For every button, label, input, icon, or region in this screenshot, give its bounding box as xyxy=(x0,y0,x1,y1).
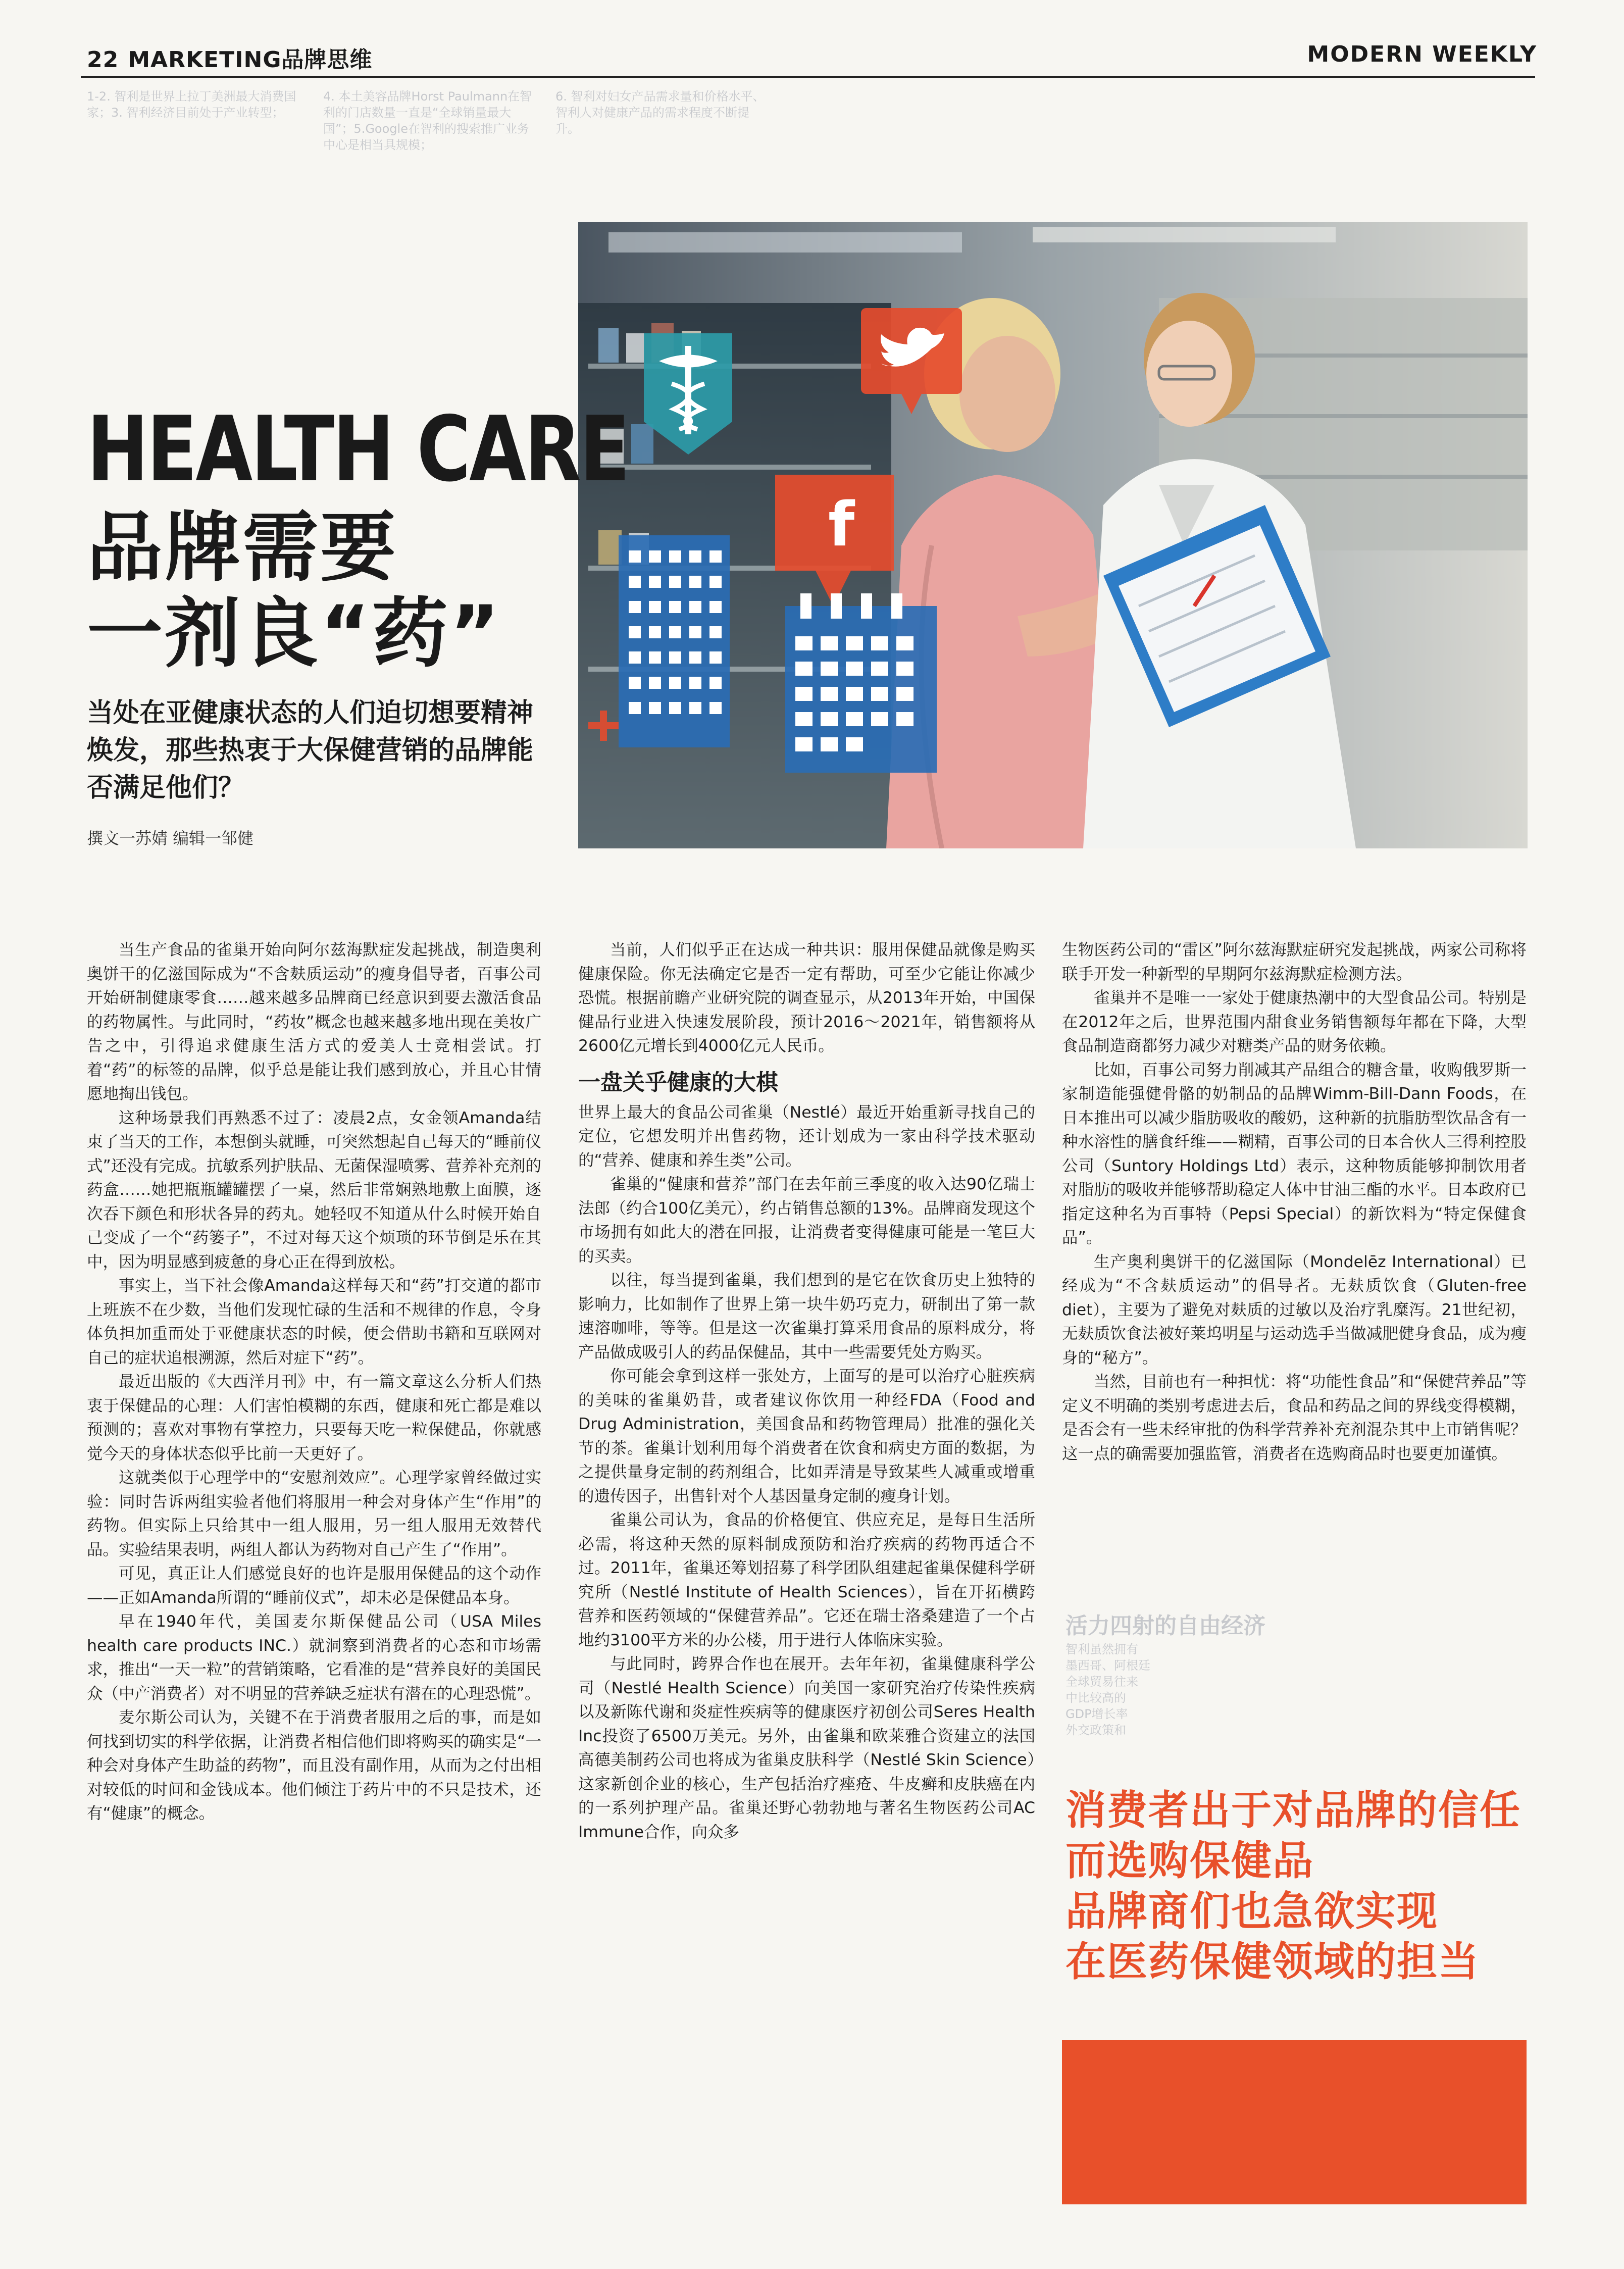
article-column-3 xyxy=(1062,938,1527,1466)
accent-bar xyxy=(1062,2040,1527,2204)
subtitle: 当处在亚健康状态的人们迫切想要精神焕发，那些热衷于大保健营销的品牌能否满足他们？ xyxy=(87,697,534,803)
bleed-through-heading: 活力四射的自由经济 xyxy=(1065,1613,1265,1639)
pull-quote xyxy=(1065,1785,1530,1987)
page-number: 22 xyxy=(87,47,119,73)
pull-quote-line: 消费者出于对品牌的信任 xyxy=(1065,1787,1521,1834)
paragraph: 这种场景我们再熟悉不过了：凌晨2点，女金领Amanda结束了当天的工作，本想倒头就睡，可突然想起自己每天的“睡前仪式”还没有完成。抗敏系列护肤品、无菌保湿喷雾、营养补充剂的药盒……她把瓶瓶罐罐摆了一桌，然后非常娴熟地敷上面膜，逐次吞下颜色和形状各异的药丸。她轻叹不知道从什么时候开始自己变成了一个“药篓子”，不过对每天这个烦琐的环节倒是乐在其中，因为明显感到疲惫的身心正在得到放松。 xyxy=(87,1108,541,1271)
pull-quote-line: 在医药保健领域的担当 xyxy=(1065,1938,1480,1985)
bleed-through-line: 墨西哥、阿根廷 xyxy=(1065,1658,1150,1673)
paragraph: 这就类似于心理学中的“安慰剂效应”。心理学家曾经做过实验：同时告诉两组实验者他们将服用一种会对身体产生“作用”的药物。但实际上只给其中一组人服用，另一组人服用无效替代品。实验结果表明，两组人都认为药物对自己产生了“作用”。 xyxy=(87,1469,541,1559)
headline-chinese-line2: 一剂良“药” xyxy=(87,590,502,678)
header-rule xyxy=(81,76,1535,78)
calendar-icon xyxy=(785,593,937,773)
paragraph: 最近出版的《大西洋月刊》中，有一篇文章这么分析人们热衷于保健品的心理：人们害怕模糊的东西，健康和死亡都是难以预测的；喜欢对事物有掌控力，只要每天吃一粒保健品，你就感觉今天的身体状态似乎比前一天更好了。 xyxy=(87,1373,541,1463)
building-icon xyxy=(619,535,730,747)
section-name: MARKETING品牌思维 xyxy=(128,47,373,73)
bleed-through-text: 6. 智利对妇女产品需求量和价格水平、智利人对健康产品的需求程度不断提升。 xyxy=(555,89,765,136)
paragraph: 当生产食品的雀巢开始向阿尔兹海默症发起挑战，制造奥利奥饼干的亿滋国际成为“不含麸质运动”的瘦身倡导者，百事公司开始研制健康零食……越来越多品牌商已经意识到要去激活食品的药物属性。与此同时，“药妆”概念也越来越多地出现在美妆广告之中，引得追求健康生活方式的爱美人士竞相尝试。打着“药”的标签的品牌，似乎总是能让我们感到放心，并且心甘情愿地掏出钱包。 xyxy=(87,941,541,1103)
article-column-2 xyxy=(578,938,1035,1844)
bleed-through-text: 4. 本土美容品牌Horst Paulmann在智利的门店数量一直是“全球销量最大国”；5.Google在智利的搜索推广业务中心是相当具规模； xyxy=(323,89,532,152)
paragraph: 雀巢并不是唯一一家处于健康热潮中的大型食品公司。特别是在2012年之后，世界范围内甜食业务销售额每年都在下降，大型食品制造商都努力减少对糖类产品的财务依赖。 xyxy=(1062,989,1527,1055)
magazine-name: MODERN WEEKLY xyxy=(1307,41,1537,67)
paragraph: 雀巢的“健康和营养”部门在去年前三季度的收入达90亿瑞士法郎（约合100亿美元），约占销售总额的13%。品牌商发现这个市场拥有如此大的潜在回报，让消费者变得健康可能是一笔巨大的买卖。 xyxy=(578,1175,1035,1266)
byline: 撰文一苏婧 编辑一邹健 xyxy=(87,829,254,848)
paragraph: 麦尔斯公司认为，关键不在于消费者服用之后的事，而是如何找到切实的科学依据，让消费者相信他们即将购买的确实是“一种会对身体产生助益的药物”，而且没有副作用，从而为之付出相对较低的时间和金钱成本。他们倾注于药片中的不只是技术，还有“健康”的概念。 xyxy=(87,1708,541,1823)
paragraph: 可见，真正让人们感觉良好的也许是服用保健品的这个动作——正如Amanda所谓的“睡前仪式”，却未必是保健品本身。 xyxy=(87,1565,541,1607)
paragraph: 比如，百事公司努力削减其产品组合的糖含量，收购俄罗斯一家制造能强健骨骼的奶制品的品牌Wimm-Bill-Dann Foods，在日本推出可以减少脂肪吸收的酸奶，这种新的抗脂肪型饮品含有一种水溶性的膳食纤维——糊精，百事公司的日本合伙人三得利控股公司（Suntory Holdings Ltd）表示，这种物质能够抑制饮用者对脂肪的吸收并能够帮助稳定人体中甘油三酯的水平。日本政府已指定这种名为百事特（Pepsi Special）的新饮料为“特定保健食品”。 xyxy=(1062,1061,1527,1247)
paragraph: 事实上，当下社会像Amanda这样每天和“药”打交道的都市上班族不在少数，当他们发现忙碌的生活和不规律的作息，令身体负担加重而处于亚健康状态的时候，便会借助书籍和互联网对自己的症状追根溯源，然后对症下“药”。 xyxy=(87,1277,541,1367)
paragraph: 雀巢公司认为，食品的价格便宜、供应充足，是每日生活所必需，将这种天然的原料制成预防和治疗疾病的药物再适合不过。2011年，雀巢还筹划招募了科学团队组建起雀巢保健科学研究所（Nestlé Institute of Health Sciences），旨在开拓横跨营养和医药领域的“保健营养品”。它还在瑞士洛桑建造了一个占地约3100平方米的办公楼，用于进行人体临床实验。 xyxy=(578,1511,1035,1649)
paragraph: 生物医药公司的“雷区”阿尔兹海默症研究发起挑战，两家公司称将联手开发一种新型的早期阿尔兹海默症检测方法。 xyxy=(1062,941,1527,983)
paragraph: 你可能会拿到这样一张处方，上面写的是可以治疗心脏疾病的美味的雀巢奶昔，或者建议你饮用一种经FDA（Food and Drug Administration，美国食品和药物管理局）批准的强化关节的茶。雀巢计划利用每个消费者在饮食和病史方面的数据，为之提供量身定制的药剂组合，比如弄清是导致某些人减重或增重的遗传因子，出售针对个人基因量身定制的瘦身计划。 xyxy=(578,1367,1035,1505)
paragraph: 世界上最大的食品公司雀巢（Nestlé）最近开始重新寻找自己的定位，它想发明并出售药物，还计划成为一家由科学技术驱动的“营养、健康和养生类”公司。 xyxy=(578,1103,1035,1170)
bleed-through-text: 1-2. 智利是世界上拉丁美洲最大消费国家；3. 智利经济目前处于产业转型； xyxy=(87,89,296,120)
paragraph: 当然，目前也有一种担忧：将“功能性食品”和“保健营养品”等定义不明确的类别考虑进去后，食品和药品之间的界线变得模糊，是否会有一些未经审批的伪科学营养补充剂混杂其中上市销售呢？这一点的确需要加强监管，消费者在选购商品时也要更加谨慎。 xyxy=(1062,1373,1527,1463)
paragraph: 当前，人们似乎正在达成一种共识：服用保健品就像是购买健康保险。你无法确定它是否一定有帮助，可至少它能让你减少恐慌。根据前瞻产业研究院的调查显示，从2013年开始，中国保健品行业进入快速发展阶段，预计2016～2021年，销售额将从2600亿元增长到4000亿元人民币。 xyxy=(578,941,1035,1055)
paragraph: 以往，每当提到雀巢，我们想到的是它在饮食历史上独特的影响力，比如制作了世界上第一块牛奶巧克力，研制出了第一款速溶咖啡，等等。但是这一次雀巢打算采用食品的原料成分，将产品做成吸引人的药品保健品，其中一些需要凭处方购买。 xyxy=(578,1271,1035,1362)
bleed-through-line: 全球贸易往来 xyxy=(1065,1675,1138,1689)
bleed-through-line: 中比较高的 xyxy=(1065,1691,1126,1705)
headline-english: HEALTH CARE xyxy=(87,397,629,501)
bleed-through-line: GDP增长率 xyxy=(1065,1707,1128,1721)
page-header-left xyxy=(87,41,372,74)
pull-quote-line: 品牌商们也急欲实现 xyxy=(1065,1888,1438,1935)
bleed-through-line: 外交政策和 xyxy=(1065,1723,1126,1737)
hero-photo xyxy=(578,222,1528,848)
bleed-through-block xyxy=(1065,1611,1520,1738)
pull-quote-line: 而选购保健品 xyxy=(1065,1837,1314,1884)
bleed-through-line: 智利虽然拥有 xyxy=(1065,1642,1138,1656)
svg-text:f: f xyxy=(828,490,855,560)
article-column-1 xyxy=(87,938,541,1826)
paragraph: 早在1940年代，美国麦尔斯保健品公司（USA Miles health care products INC.）就洞察到消费者的心态和市场需求，推出“一天一粒”的营销策略，它看准的是“营养良好的美国民众（中产消费者）对不明显的营养缺乏症状有潜在的心理恐慌”。 xyxy=(87,1612,541,1703)
paragraph: 与此同时，跨界合作也在展开。去年年初，雀巢健康科学公司（Nestlé Health Science）向美国一家研究治疗传染性疾病以及新陈代谢和炎症性疾病等的健康医疗初创公司Seres Health Inc投资了6500万美元。另外，由雀巢和欧莱雅合资建立的法国高德美制药公司也将成为雀巢皮肤科学（Nestlé Skin Science）这家新创企业的核心，生产包括治疗痤疮、牛皮癣和皮肤癌在内的一系列护理产品。雀巢还野心勃勃地与著名生物医药公司AC Immune合作，向众多 xyxy=(578,1655,1035,1841)
headline-chinese-line1: 品牌需要 xyxy=(87,504,398,592)
section-heading: 一盘关乎健康的大棋 xyxy=(578,1069,778,1095)
paragraph: 生产奥利奥饼干的亿滋国际（Mondelēz International）已经成为“不含麸质运动”的倡导者。无麸质饮食（Gluten-free diet），主要为了避免对麸质的过敏以及治疗乳糜泻。21世纪初，无麸质饮食法被好莱坞明星与运动选手当做减肥健身食品，成为瘦身的“秘方”。 xyxy=(1062,1252,1527,1367)
